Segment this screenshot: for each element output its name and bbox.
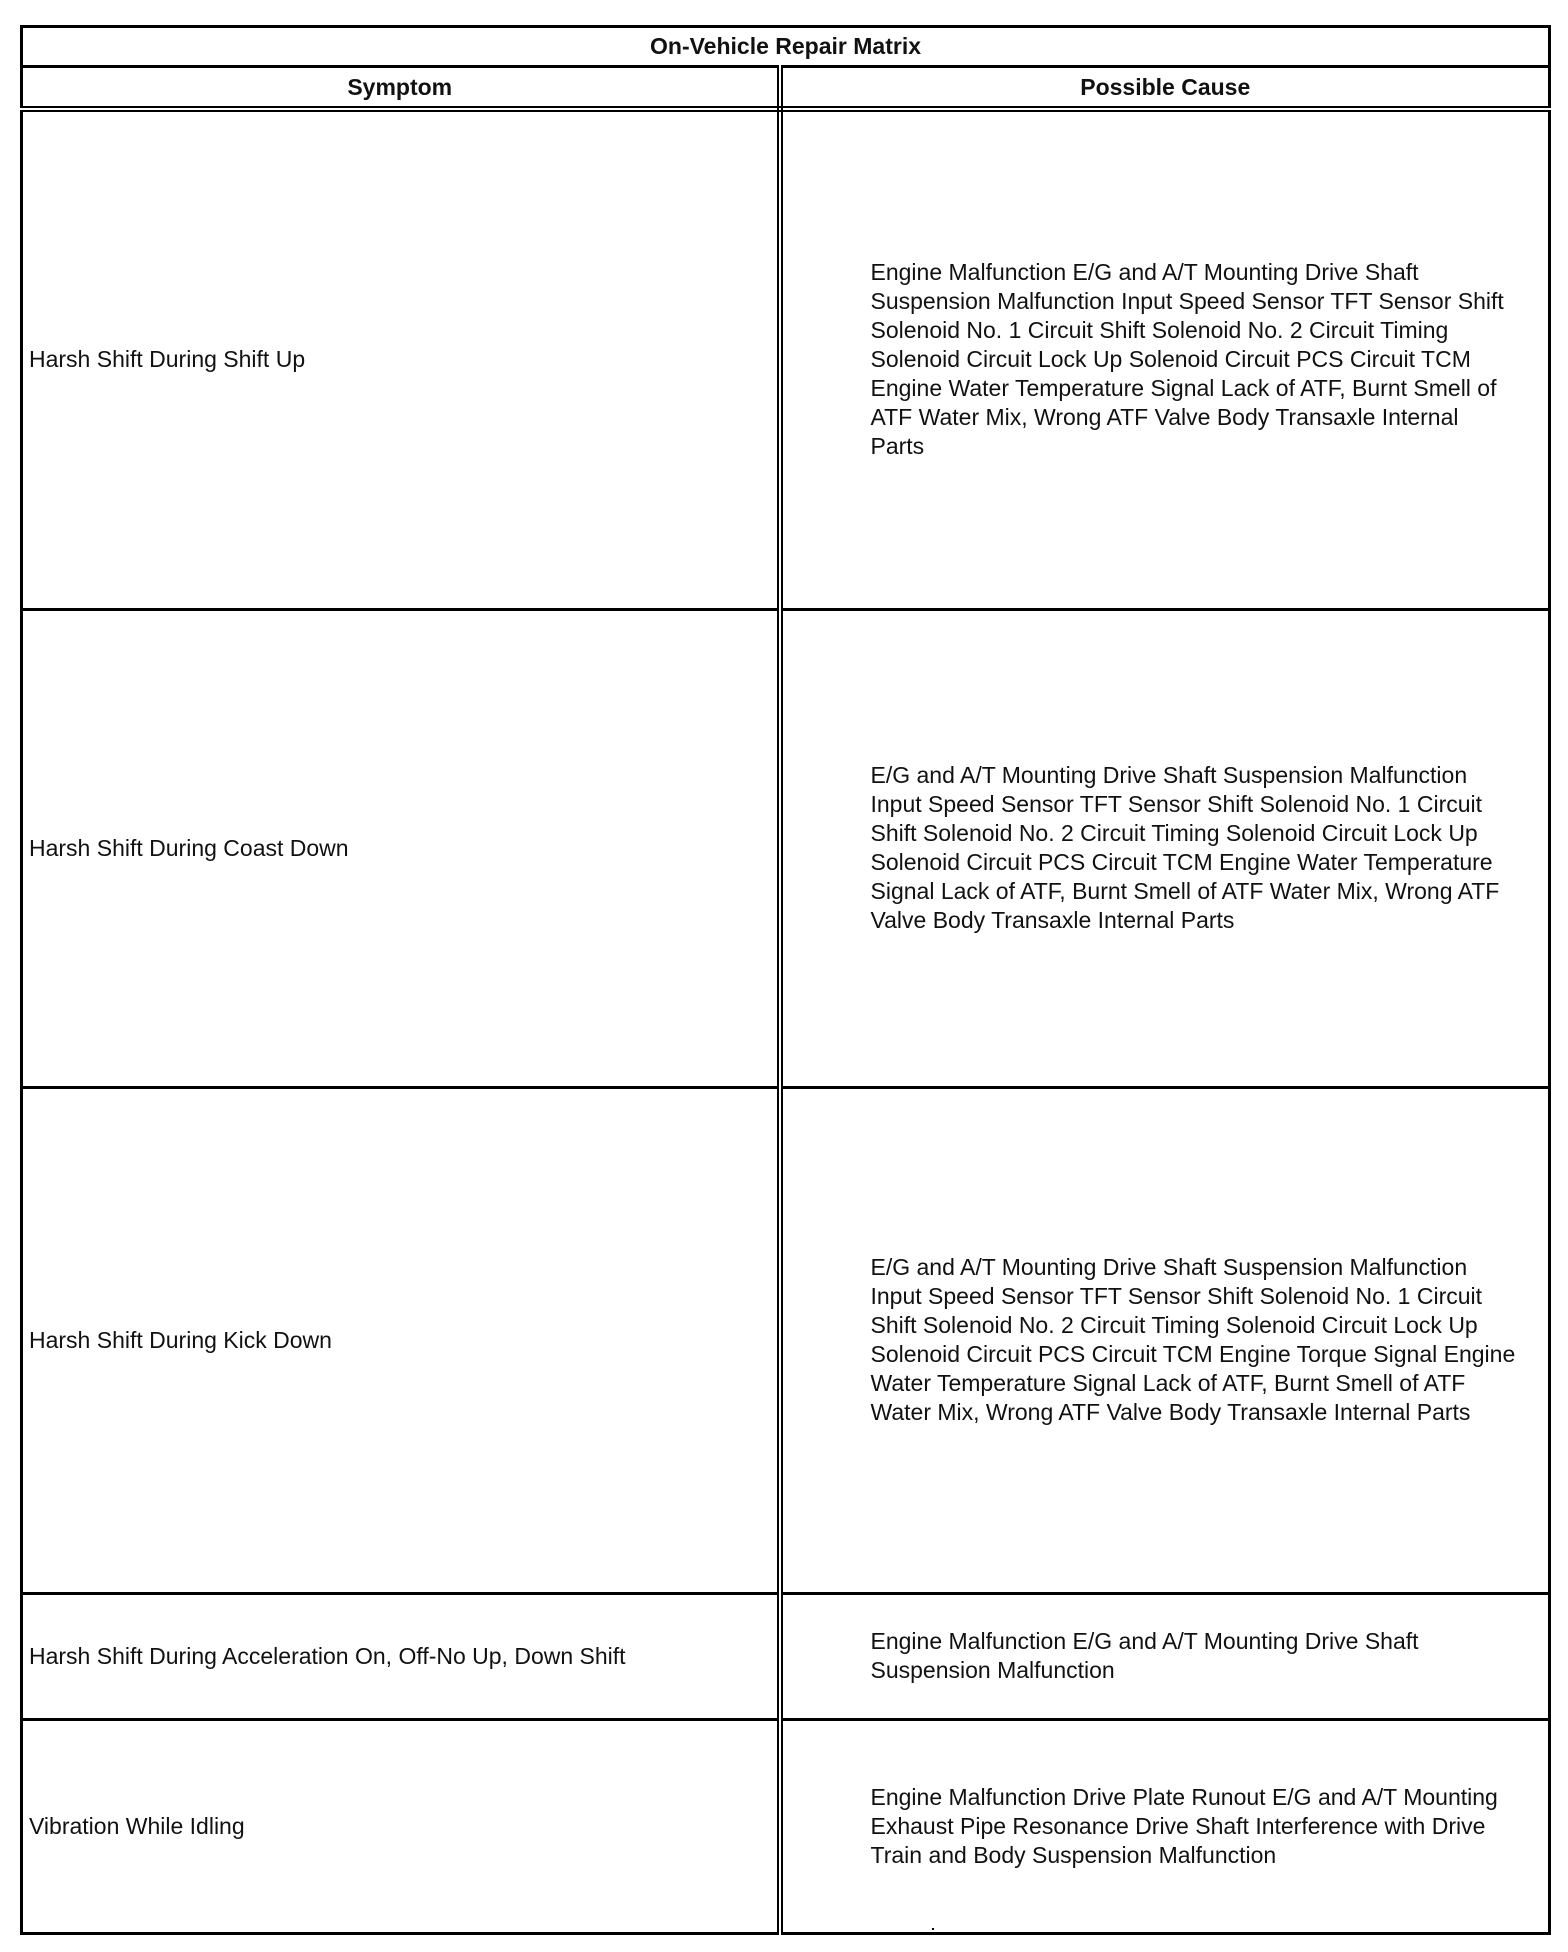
table-row	[22, 1719, 1550, 1933]
table-title: On-Vehicle Repair Matrix	[22, 27, 1550, 67]
cause-cell: E/G and A/T Mounting Drive Shaft Suspension Malfunction Input Speed Sensor TFT Sensor Shift Solenoid No. 1 Circuit Shift Solenoid No. 2 Circuit Timing Solenoid Circuit Lock Up Solenoid Circuit PCS Circuit TCM Engine Water Temperature Signal Lack of ATF, Burnt Smell of ATF Water Mix, Wrong ATF Valve Body Transaxle Internal Parts	[780, 609, 1550, 1087]
table-row	[22, 1087, 1550, 1593]
symptom-cell: Harsh Shift During Shift Up	[22, 109, 780, 609]
cause-cell: Engine Malfunction E/G and A/T Mounting Drive Shaft Suspension Malfunction	[780, 1593, 1550, 1719]
symptom-cell: Harsh Shift During Acceleration On, Off-No Up, Down Shift	[22, 1593, 780, 1719]
symptom-header: Symptom	[22, 67, 780, 110]
scan-dot	[932, 1928, 934, 1930]
cause-cell: E/G and A/T Mounting Drive Shaft Suspension Malfunction Input Speed Sensor TFT Sensor Shift Solenoid No. 1 Circuit Shift Solenoid No. 2 Circuit Timing Solenoid Circuit Lock Up Solenoid Circuit PCS Circuit TCM Engine Torque Signal Engine Water Temperature Signal Lack of ATF, Burnt Smell of ATF Water Mix, Wrong ATF Valve Body Transaxle Internal Parts	[780, 1087, 1550, 1593]
repair-matrix-table	[20, 25, 1551, 1935]
symptom-cell: Vibration While Idling	[22, 1719, 780, 1933]
header-row	[22, 67, 1550, 110]
table-row	[22, 1593, 1550, 1719]
symptom-cell: Harsh Shift During Kick Down	[22, 1087, 780, 1593]
possible-cause-header: Possible Cause	[780, 67, 1550, 110]
table-row	[22, 609, 1550, 1087]
title-row	[22, 27, 1550, 67]
table-row	[22, 109, 1550, 609]
cause-cell: Engine Malfunction E/G and A/T Mounting Drive Shaft Suspension Malfunction Input Speed Sensor TFT Sensor Shift Solenoid No. 1 Circuit Shift Solenoid No. 2 Circuit Timing Solenoid Circuit Lock Up Solenoid Circuit PCS Circuit TCM Engine Water Temperature Signal Lack of ATF, Burnt Smell of ATF Water Mix, Wrong ATF Valve Body Transaxle Internal Parts	[780, 109, 1550, 609]
cause-cell: Engine Malfunction Drive Plate Runout E/G and A/T Mounting Exhaust Pipe Resonance Drive Shaft Interference with Drive Train and Body Suspension Malfunction	[780, 1719, 1550, 1933]
symptom-cell: Harsh Shift During Coast Down	[22, 609, 780, 1087]
